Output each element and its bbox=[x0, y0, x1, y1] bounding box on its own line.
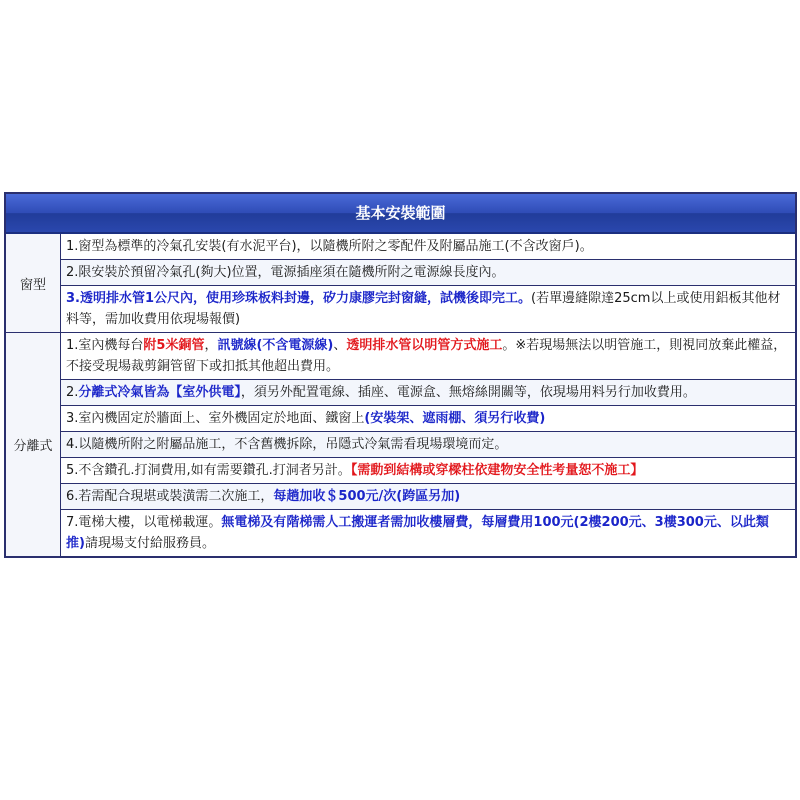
row-text: 透明排水管以明管方式施工 bbox=[346, 338, 503, 353]
row-text: 3.透明排水管1公尺內，使用珍珠板料封邊，矽力康膠完封窗縫，試機後即完工。 bbox=[66, 291, 532, 306]
row-text: 訊號線(不含電源線) bbox=[217, 338, 334, 353]
table-title: 基本安裝範圍 bbox=[6, 194, 795, 234]
table-row bbox=[61, 285, 795, 332]
row-text: 。※若現場無法以明管施工，則視同放棄此權益，不接受現場裁剪銅管留下或扣抵其他超出費用。 bbox=[66, 338, 787, 374]
table-row bbox=[61, 405, 795, 431]
row-text: 5.不含鑽孔.打洞費用,如有需要鑽孔.打洞者另計。 bbox=[66, 463, 351, 478]
category-label: 分離式 bbox=[6, 333, 61, 556]
category-rows bbox=[61, 333, 795, 556]
row-text: 7.電梯大樓，以電梯載運。 bbox=[66, 515, 222, 530]
table-row bbox=[61, 483, 795, 509]
row-text: 6.若需配合現堪或裝潢需二次施工， bbox=[66, 489, 274, 504]
row-text: 每趟加收＄500元/次(跨區另加) bbox=[273, 489, 461, 504]
table-row bbox=[61, 259, 795, 285]
row-text: (若單邊縫隙達25cm以上或使用鋁板其他材料等，需加收費用依現場報價) bbox=[66, 291, 781, 327]
category-rows bbox=[61, 234, 795, 332]
row-text: 附5米銅管 bbox=[143, 338, 205, 353]
table-row bbox=[61, 509, 795, 556]
table-row bbox=[61, 234, 795, 259]
table-body bbox=[6, 234, 795, 556]
table-row bbox=[61, 457, 795, 483]
row-text: (安裝架、遮雨棚、須另行收費) bbox=[364, 411, 546, 426]
category-group bbox=[6, 332, 795, 556]
row-text: 、 bbox=[333, 338, 347, 353]
row-text: 2.限安裝於預留冷氣孔(夠大)位置，電源插座須在隨機所附之電源線長度內。 bbox=[66, 265, 505, 280]
row-text: 無電梯及有階梯需人工搬運者需加收樓層費，每層費用100元(2樓200元、3樓300元、以此類推) bbox=[66, 515, 769, 551]
row-text: 4.以隨機所附之附屬品施工，不含舊機拆除，吊隱式冷氣需看現場環境而定。 bbox=[66, 437, 508, 452]
row-text: 2. bbox=[66, 385, 79, 400]
table-row bbox=[61, 431, 795, 457]
row-text: 1.室內機每台 bbox=[66, 338, 144, 353]
install-scope-table bbox=[4, 192, 797, 558]
category-label: 窗型 bbox=[6, 234, 61, 332]
table-row bbox=[61, 333, 795, 379]
row-text: ， bbox=[204, 338, 218, 353]
category-group bbox=[6, 234, 795, 332]
row-text: 1.窗型為標準的冷氣孔安裝(有水泥平台)，以隨機所附之零配件及附屬品施工(不含改窗戶)。 bbox=[66, 239, 593, 254]
table-row bbox=[61, 379, 795, 405]
row-text: 3.室內機固定於牆面上、室外機固定於地面、鐵窗上 bbox=[66, 411, 365, 426]
row-text: 分離式冷氣皆為【室外供電】 bbox=[78, 385, 241, 400]
row-text: 【需動到結構或穿樑柱依建物安全性考量恕不施工】 bbox=[350, 463, 644, 478]
row-text: 請現場支付給服務員。 bbox=[84, 536, 215, 551]
row-text: ，須另外配置電線、插座、電源盒、無熔絲開關等，依現場用料另行加收費用。 bbox=[240, 385, 696, 400]
